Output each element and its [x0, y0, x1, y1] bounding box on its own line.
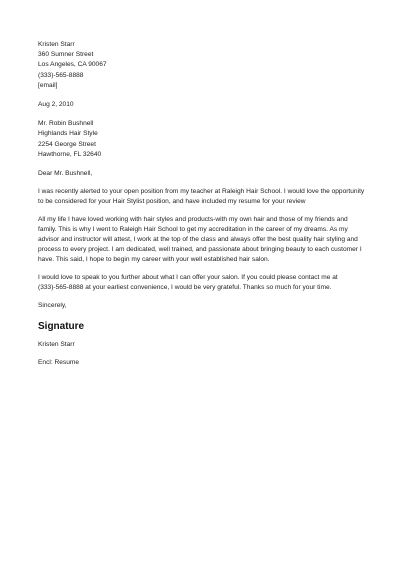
recipient-company: Highlands Hair Style — [38, 130, 98, 138]
letter-date: Aug 2, 2010 — [38, 101, 74, 109]
sender-city-state-zip: Los Angeles, CA 90067 — [38, 61, 107, 69]
signer-name: Kristen Starr — [38, 341, 75, 349]
recipient-name: Mr. Robin Bushnell — [38, 120, 94, 128]
body-paragraph-3: I would love to speak to you further about what I can offer your salon. If you could please contact me at (333)-565-8888 at your earliest convenience, I would be very grateful. Thanks so much for your time. — [38, 274, 338, 292]
signature: Signature — [38, 320, 85, 332]
sender-street: 360 Sumner Street — [38, 51, 94, 59]
salutation: Dear Mr. Bushnell, — [38, 170, 93, 178]
enclosure-note: Encl: Resume — [38, 358, 80, 366]
sender-address — [38, 40, 368, 91]
recipient-address — [38, 119, 368, 160]
body-paragraph-1: I was recently alerted to your open position from my teacher at Raleigh Hair School. I would love the opportunity to be considered for your Hair Stylist position, and have included my resume for your review — [38, 187, 365, 205]
recipient-city-state-zip: Hawthorne, FL 32640 — [38, 150, 102, 158]
recipient-street: 2254 George Street — [38, 140, 96, 148]
sender-email: [email] — [38, 81, 58, 89]
closing: Sincerely, — [38, 302, 67, 310]
sender-name: Kristen Starr — [38, 41, 75, 48]
body-paragraph-2: All my life I have loved working with hair styles and products-with my own hair and those of my friends and family. This is why I went to Raleigh Hair School to get my accreditation in the career of my dreams. As my advisor and instructor will attest, I work at the top of the class and always offer the best quality hair styling and process to every project. I am dedicated, well trained, and passionate about bringing beauty to each customer I have. This said, I hope to begin my career with your well established hair salon. — [38, 215, 362, 264]
sender-phone: (333)-565-8888 — [38, 71, 84, 79]
letter-page — [38, 40, 368, 368]
